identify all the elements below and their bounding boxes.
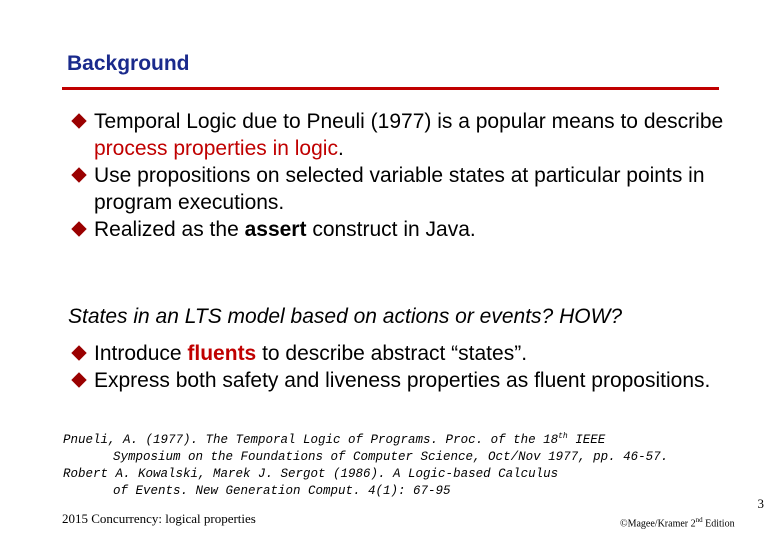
reference-pnueli [63,428,763,449]
slide-title: Background [67,52,190,75]
footer-course-title: 2015 Concurrency: logical properties [62,511,256,526]
bullet-text: Introduce [94,342,188,365]
bullet-item-assert [72,216,732,243]
bullet-text-end: . [337,137,344,160]
page-number: 3 [757,496,764,511]
diamond-bullet-icon [71,372,86,387]
reference-superscript: th [558,432,568,441]
highlight-process-properties: process properties in logic [94,137,338,160]
copyright-superscript: nd [695,516,703,524]
reference-text: IEEE [567,433,606,448]
references [63,428,763,500]
bullet-text-end: to describe abstract “states”. [256,342,528,365]
fluents-keyword: fluents [187,342,257,365]
diamond-bullet-icon [71,113,86,128]
title-underline-rule [62,87,719,90]
bullet-text: Express both safety and liveness properties as fluent propositions. [94,369,711,392]
reference-pnueli-cont: Symposium on the Foundations of Computer Science, Oct/Nov 1977, pp. 46-57. [113,450,669,465]
copyright-text-end: Edition [702,518,735,530]
diamond-bullet-icon [71,345,86,360]
diamond-bullet-icon [71,167,86,182]
reference-text: Pnueli, A. (1977). The Temporal Logic of Programs. Proc. of the 18 [63,433,559,448]
reference-kowalski-cont: of Events. New Generation Comput. 4(1): 67-95 [113,484,451,499]
reference-kowalski: Robert A. Kowalski, Marek J. Sergot (1986). A Logic-based Calculus [63,467,559,482]
diamond-bullet-icon [71,221,86,236]
bullet-item-propositions [72,162,732,216]
bullet-text: Realized as the [94,218,245,241]
bullet-item-fluents [72,340,732,367]
bullet-item-safety-liveness [72,367,732,394]
bullet-text: Use propositions on selected variable states at particular points in program executions. [94,164,705,214]
footer-copyright [620,516,735,529]
copyright-text: ©Magee/Kramer 2 [620,518,696,530]
bullet-item-temporal-logic [72,108,732,162]
bullet-text: Temporal Logic due to Pneuli (1977) is a popular means to describe [94,110,724,133]
bullet-text-end: construct in Java. [306,218,476,241]
assert-keyword: assert [244,218,307,241]
bottom-bullet-list [72,340,732,394]
top-bullet-list [72,108,732,243]
lts-question: States in an LTS model based on actions or events? HOW? [68,305,623,328]
